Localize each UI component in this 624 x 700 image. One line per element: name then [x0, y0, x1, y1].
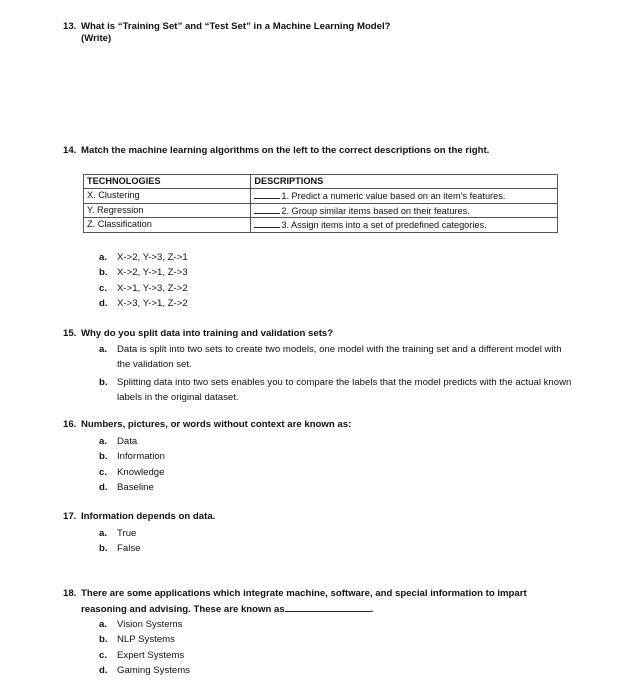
description-text: 3. Assign items into a set of predefined categories.: [281, 220, 487, 230]
description-text: 2. Group similar items based on their features.: [281, 205, 470, 216]
question-text: What is “Training Set” and “Test Set” in a Machine Learning Model?: [81, 21, 391, 32]
table-row: [84, 203, 558, 218]
option-letter: a.: [99, 436, 108, 447]
option-letter: b.: [99, 267, 108, 279]
description-cell: [251, 203, 558, 218]
option-letter: c.: [99, 282, 108, 294]
question-text: Numbers, pictures, or words without context are known as:: [81, 419, 352, 430]
description-text: 1. Predict a numeric value based on an item’s features.: [281, 191, 506, 201]
question-text: [81, 587, 563, 618]
column-header-descriptions: DESCRIPTIONS: [251, 175, 558, 189]
question-instruction: (Write): [81, 32, 112, 44]
option-text: Data: [117, 436, 138, 447]
answer-option-c[interactable]: [99, 281, 579, 296]
answer-option-b[interactable]: [99, 265, 579, 280]
option-text: X->3, Y->1, Z->2: [117, 298, 188, 310]
answer-option-d[interactable]: [99, 663, 579, 678]
answer-option-a[interactable]: [99, 434, 579, 449]
question-15-options: [99, 343, 573, 405]
option-text: True: [117, 528, 137, 539]
question-number: 15.: [63, 328, 77, 339]
option-letter: a.: [99, 619, 108, 630]
answer-option-b[interactable]: [99, 632, 579, 647]
question-18-options: [99, 617, 579, 678]
table-header-row: [84, 175, 558, 189]
answer-blank[interactable]: [285, 602, 371, 612]
option-letter: d.: [99, 298, 108, 310]
technology-cell: Z. Classification: [84, 218, 251, 233]
table-row: [84, 218, 558, 233]
answer-option-a[interactable]: [99, 526, 579, 541]
question-number: 18.: [63, 588, 77, 599]
answer-blank[interactable]: [254, 189, 280, 199]
option-text: False: [117, 543, 141, 555]
description-cell: [251, 189, 558, 204]
question-number: 17.: [63, 511, 77, 522]
answer-option-c[interactable]: [99, 648, 579, 663]
question-17-options: [99, 526, 579, 557]
option-text: X->2, Y->1, Z->3: [117, 267, 188, 279]
answer-option-b[interactable]: [99, 541, 579, 556]
answer-option-d[interactable]: [99, 480, 579, 495]
question-16-options: [99, 434, 579, 495]
option-letter: a.: [99, 528, 108, 539]
question-14: [63, 145, 583, 157]
option-text: Splitting data into two sets enables you to compare the labels that the model predicts with the actual known labels in the original dataset.: [117, 376, 572, 403]
option-text: Gaming Systems: [117, 665, 191, 677]
answer-option-d[interactable]: [99, 296, 579, 311]
question-number: 13.: [63, 21, 77, 32]
option-letter: b.: [99, 451, 108, 463]
option-letter: c.: [99, 466, 108, 478]
option-text: Expert Systems: [117, 649, 185, 661]
question-number: 16.: [63, 419, 77, 430]
option-text: Baseline: [117, 482, 154, 494]
option-letter: a.: [99, 252, 108, 263]
question-16: [63, 419, 583, 431]
answer-option-a[interactable]: [99, 250, 579, 265]
technology-cell: Y. Regression: [84, 203, 251, 218]
question-14-options: [99, 250, 579, 311]
question-number: 14.: [63, 145, 77, 156]
option-letter: b.: [99, 376, 108, 388]
question-text: Match the machine learning algorithms on the left to the correct descriptions on the right.: [81, 145, 490, 156]
answer-option-b[interactable]: [99, 376, 573, 406]
question-13: [63, 21, 583, 45]
option-text: X->1, Y->3, Z->2: [117, 282, 188, 294]
answer-option-a[interactable]: [99, 343, 573, 373]
question-15: [63, 328, 583, 340]
question-text: Why do you split data into training and validation sets?: [81, 328, 334, 339]
description-cell: [251, 218, 558, 233]
option-letter: b.: [99, 634, 108, 646]
option-letter: a.: [99, 344, 108, 355]
option-text: X->2, Y->3, Z->1: [117, 252, 188, 263]
question-text-before: There are some applications which integrate machine, software, and special information to impart reasoning and advising. These are known as: [81, 588, 527, 615]
option-letter: c.: [99, 649, 108, 661]
answer-blank[interactable]: [254, 218, 280, 228]
option-text: Information: [117, 451, 165, 463]
matching-table-wrap: [83, 174, 558, 233]
answer-option-c[interactable]: [99, 465, 579, 480]
option-letter: d.: [99, 482, 108, 494]
answer-option-b[interactable]: [99, 449, 579, 464]
option-text: Knowledge: [117, 466, 165, 478]
question-17: [63, 511, 583, 523]
option-text: Data is split into two sets to create two models, one model with the training set and a different model with the validation set.: [117, 344, 562, 370]
option-text: NLP Systems: [117, 634, 175, 646]
technology-cell: X. Clustering: [84, 189, 251, 204]
question-18: [63, 587, 563, 618]
column-header-technologies: TECHNOLOGIES: [84, 175, 251, 189]
answer-option-a[interactable]: [99, 617, 579, 632]
table-row: [84, 189, 558, 204]
option-text: Vision Systems: [117, 619, 183, 630]
option-letter: d.: [99, 665, 108, 677]
option-letter: b.: [99, 543, 108, 555]
answer-blank[interactable]: [254, 204, 280, 214]
matching-table: [83, 174, 558, 233]
question-text: Information depends on data.: [81, 511, 216, 522]
question-text-after: .: [370, 603, 374, 615]
